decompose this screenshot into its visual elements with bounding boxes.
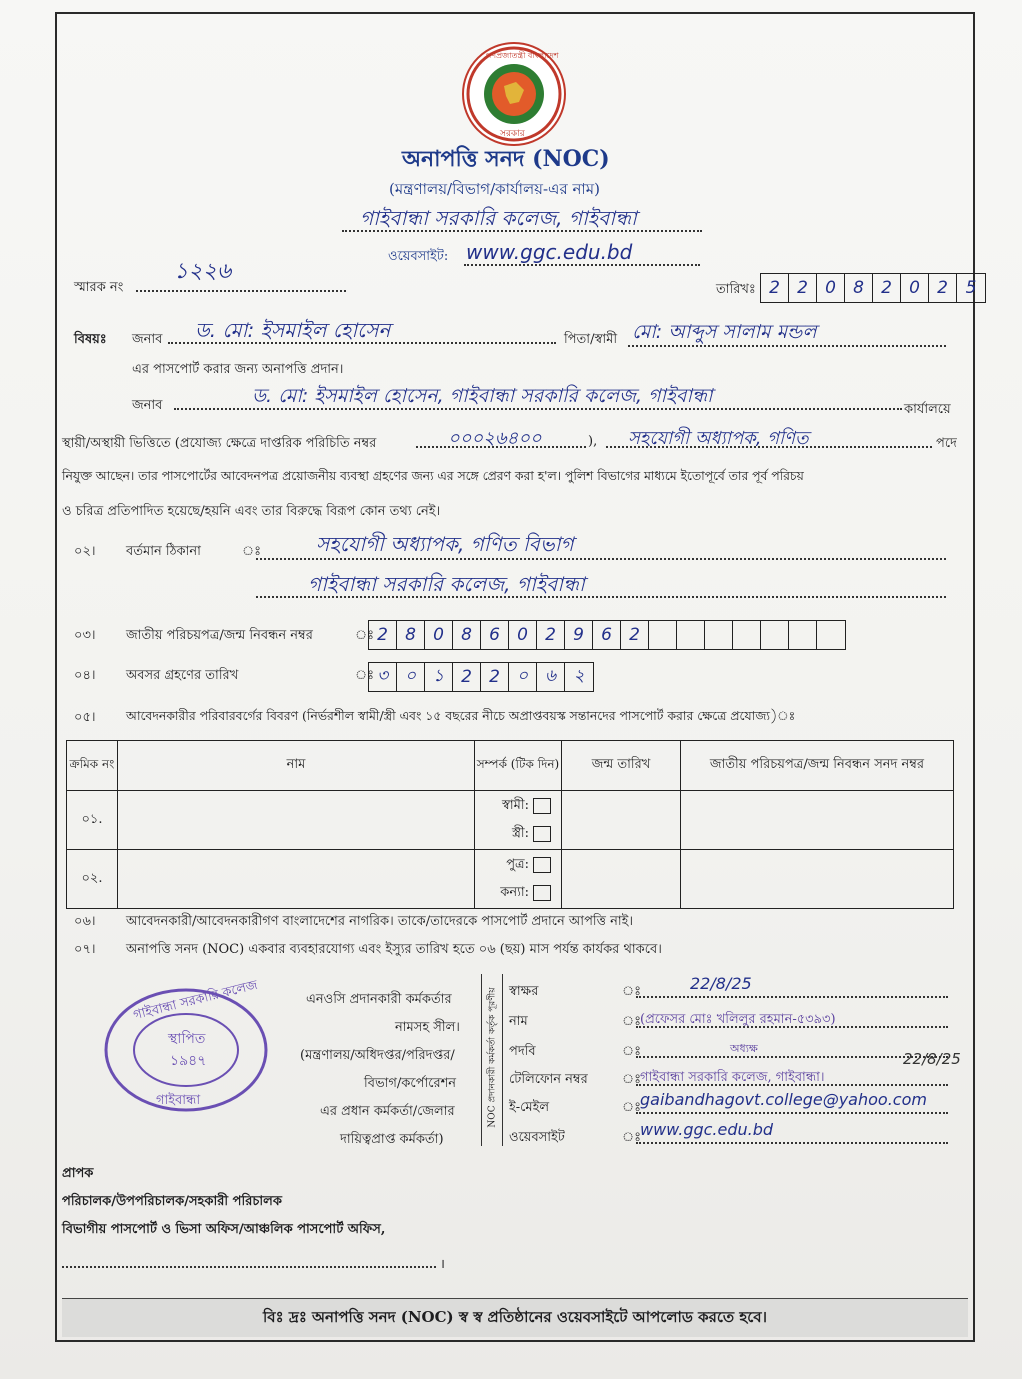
address-line2: গাইবান্ধা সরকারি কলেজ, গাইবান্ধা bbox=[308, 572, 585, 596]
official-id-dotline bbox=[416, 446, 586, 448]
digit-box[interactable]: 0 bbox=[901, 274, 929, 302]
digit-box[interactable]: 8 bbox=[397, 621, 425, 649]
digit-box[interactable]: ১ bbox=[425, 663, 453, 691]
digit-box[interactable] bbox=[761, 621, 789, 649]
digit-box[interactable]: 2 bbox=[873, 274, 901, 302]
recipient-end: । bbox=[440, 1257, 445, 1272]
vertical-label-strip bbox=[481, 974, 503, 1146]
signatory-line-6: দায়িত্বপ্রাপ্ত কর্মকর্তা) bbox=[340, 1132, 444, 1147]
retire-colon: ঃ bbox=[355, 668, 375, 683]
signatory-field-colon: ঃ bbox=[622, 1044, 642, 1059]
signatory-field-value[interactable]: (প্রফেসর মোঃ খলিলুর রহমান-৫৩৯৩) bbox=[640, 1012, 836, 1027]
father-label: পিতা/স্বামী bbox=[564, 332, 618, 347]
digit-box[interactable]: 9 bbox=[565, 621, 593, 649]
body-name-office: ড. মো: ইসমাইল হোসেন, গাইবান্ধা সরকারি কলেজ, গাইবান্ধা bbox=[252, 385, 713, 407]
digit-box[interactable]: 2 bbox=[481, 663, 509, 691]
signatory-line-3: (মন্ত্রণালয়/অধিদপ্তর/পরিদপ্তর/ bbox=[300, 1048, 455, 1063]
item-04-number: ০৪। bbox=[74, 668, 96, 683]
col-name: নাম bbox=[118, 741, 475, 791]
document-title: অনাপত্তি সনদ (NOC) bbox=[402, 146, 610, 172]
item-03-number: ০৩। bbox=[74, 628, 96, 643]
digit-box[interactable] bbox=[733, 621, 761, 649]
office-name-dotline bbox=[342, 230, 702, 232]
row-dob-cell[interactable] bbox=[562, 791, 681, 850]
digit-box[interactable]: 2 bbox=[789, 274, 817, 302]
father-name: মো: আব্দুস সালাম মন্ডল bbox=[632, 321, 817, 343]
husband-checkbox[interactable] bbox=[533, 798, 551, 814]
recipient-dotline bbox=[62, 1266, 436, 1268]
college-seal bbox=[102, 977, 270, 1115]
signatory-field-label: পদবি bbox=[509, 1044, 536, 1059]
digit-box[interactable]: ৩ bbox=[369, 663, 397, 691]
family-table bbox=[66, 740, 954, 909]
son-checkbox[interactable] bbox=[533, 857, 551, 873]
office-suffix: কার্যালয়ে bbox=[904, 402, 951, 417]
row-name-cell[interactable] bbox=[118, 850, 475, 909]
signatory-field-value[interactable]: গাইবান্ধা সরকারি কলেজ, গাইবান্ধা। bbox=[640, 1070, 825, 1085]
vertical-label: NOC প্রদানকারী কর্মকর্তা কর্তৃক পূরণীয় bbox=[487, 987, 498, 1128]
subject-name-dotline bbox=[168, 342, 556, 344]
address-colon: ঃ bbox=[242, 544, 262, 559]
date-boxes bbox=[760, 273, 986, 303]
subject-janab: জনাব bbox=[132, 332, 163, 347]
signatory-field-dotline bbox=[636, 1112, 948, 1114]
clause-06-number: ০৬। bbox=[74, 914, 96, 929]
item-05-number: ০৫। bbox=[74, 710, 96, 725]
digit-box[interactable]: ২ bbox=[573, 666, 585, 686]
body-line2-mid: ), bbox=[588, 434, 598, 449]
father-dotline bbox=[628, 345, 946, 347]
row-serial: ০২. bbox=[67, 850, 118, 909]
digit-box[interactable] bbox=[677, 621, 705, 649]
subject-name: ড. মো: ইসমাইল হোসেন bbox=[195, 318, 391, 342]
family-label: আবেদনকারীর পরিবারবর্গের বিবরণ (নির্ভরশীল স্বামী/স্ত্রী এবং ১৫ বছরের নীচে অপ্রাপ্তবয়স্ক সন্তানদের পাসপোর্ট করার ক্ষেত্রে প্রযোজ্য)ঃ bbox=[126, 708, 796, 723]
relation-husband-label: স্বামী: bbox=[502, 798, 529, 813]
signatory-field-label: টেলিফোন নম্বর bbox=[509, 1072, 588, 1087]
table-row bbox=[67, 850, 954, 909]
relation-wife-label: স্ত্রী: bbox=[511, 826, 529, 841]
footer-note bbox=[62, 1298, 968, 1337]
subject-line2: এর পাসপোর্ট করার জন্য অনাপত্তি প্রদান। bbox=[132, 362, 344, 377]
digit-box[interactable]: 0 bbox=[509, 621, 537, 649]
signatory-line-1: এনওসি প্রদানকারী কর্মকর্তার bbox=[306, 992, 452, 1007]
signatory-field-colon: ঃ bbox=[622, 1130, 642, 1145]
body-line2-prefix: স্থায়ী/অস্থায়ী ভিত্তিতে (প্রযোজ্য ক্ষেত্রে দাপ্তরিক পরিচিতি নম্বর bbox=[62, 436, 377, 451]
memo-dotline bbox=[136, 290, 346, 292]
clause-07-number: ০৭। bbox=[74, 942, 96, 957]
signatory-line-5: এর প্রধান কর্মকর্তা/জেলার bbox=[320, 1104, 455, 1119]
government-emblem bbox=[462, 42, 566, 146]
digit-box[interactable]: 5 bbox=[965, 278, 977, 298]
row-nid-cell[interactable] bbox=[681, 791, 954, 850]
seal-year: ১৯৪৭ bbox=[170, 1053, 207, 1069]
digit-box[interactable]: 0 bbox=[425, 621, 453, 649]
digit-box[interactable]: 8 bbox=[845, 274, 873, 302]
nid-boxes bbox=[368, 620, 846, 650]
col-nid: জাতীয় পরিচয়পত্র/জন্ম নিবন্ধন সনদ নম্বর bbox=[681, 741, 954, 791]
address-dotline1 bbox=[256, 558, 946, 560]
row-relation-cell bbox=[475, 850, 562, 909]
signatory-line-4: বিভাগ/কর্পোরেশন bbox=[364, 1076, 457, 1091]
row-nid-cell[interactable] bbox=[681, 850, 954, 909]
body-line4: ও চরিত্র প্রতিপাদিত হয়েছে/হয়নি এবং তার বিরুদ্ধে বিরূপ কোন তথ্য নেই। bbox=[62, 504, 441, 519]
row-dob-cell[interactable] bbox=[562, 850, 681, 909]
digit-box[interactable] bbox=[789, 621, 817, 649]
digit-box[interactable]: 6 bbox=[481, 621, 509, 649]
digit-box[interactable] bbox=[705, 621, 733, 649]
table-row bbox=[67, 791, 954, 850]
body-line3: নিযুক্ত আছেন। তার পাসপোর্টের আবেদনপত্র প্রয়োজনীয় ব্যবস্থা গ্রহণের জন্য এর সঙ্গে প্রেরণ করা হ'ল। পুলিশ বিভাগের মাধ্যমে ইতোপূর্বে তার পূর্ব পরিচয় bbox=[62, 469, 804, 483]
digit-box[interactable]: 2 bbox=[453, 663, 481, 691]
official-id: ০০০২৬৪০০ bbox=[448, 428, 542, 449]
clause-07-text: অনাপত্তি সনদ (NOC) একবার ব্যবহারযোগ্য এবং ইস্যুর তারিখ হতে ০৬ (ছয়) মাস পর্যন্ত কার্যকর থাকবে। bbox=[126, 942, 662, 957]
digit-box[interactable]: 2 bbox=[761, 274, 789, 302]
emblem-text-bottom: সরকার bbox=[500, 129, 525, 139]
signatory-field-colon: ঃ bbox=[622, 1100, 642, 1115]
signatory-field-value[interactable]: gaibandhagovt.college@yahoo.com bbox=[640, 1090, 927, 1109]
memo-label: স্মারক নং bbox=[74, 280, 124, 295]
website-value: www.ggc.edu.bd bbox=[466, 240, 633, 264]
signatory-field-colon: ঃ bbox=[622, 1014, 642, 1029]
seal-bottom-text: গাইবান্ধা bbox=[156, 1093, 201, 1108]
col-serial: ক্রমিক নং bbox=[67, 741, 118, 791]
digit-box[interactable]: 2 bbox=[537, 621, 565, 649]
row-name-cell[interactable] bbox=[118, 791, 475, 850]
side-date: 22/8/25 bbox=[903, 1050, 961, 1068]
signatory-field-label: স্বাক্ষর bbox=[509, 984, 539, 999]
clause-06-text: আবেদনকারী/আবেদনকারীগণ বাংলাদেশের নাগরিক। তাকে/তাদেরকে পাসপোর্ট প্রদানে আপত্তি নাই। bbox=[126, 914, 634, 929]
signatory-field-dotline bbox=[636, 1142, 948, 1144]
family-table-header bbox=[67, 741, 954, 791]
daughter-checkbox[interactable] bbox=[533, 885, 551, 901]
post-name: সহযোগী অধ্যাপক, গণিত bbox=[628, 428, 809, 449]
signatory-field-colon: ঃ bbox=[622, 984, 642, 999]
signatory-field-value[interactable]: 22/8/25 bbox=[690, 974, 752, 993]
relation-daughter-label: কন্যা: bbox=[500, 885, 529, 900]
nid-label: জাতীয় পরিচয়পত্র/জন্ম নিবন্ধন নম্বর bbox=[126, 628, 313, 643]
address-line1: সহযোগী অধ্যাপক, গণিত বিভাগ bbox=[316, 532, 574, 556]
retire-boxes bbox=[368, 662, 594, 692]
digit-box[interactable]: 2 bbox=[369, 621, 397, 649]
address-dotline2 bbox=[256, 596, 946, 598]
signatory-field-value[interactable]: www.ggc.edu.bd bbox=[640, 1120, 774, 1139]
subject-label: বিষয়ঃ bbox=[74, 332, 107, 347]
col-dob: জন্ম তারিখ bbox=[562, 741, 681, 791]
signatory-field-label: ই-মেইল bbox=[509, 1100, 550, 1115]
digit-box[interactable]: ০ bbox=[509, 663, 537, 691]
signatory-field-dotline bbox=[636, 996, 948, 998]
seal-mid-text: স্থাপিত bbox=[168, 1031, 206, 1047]
footer-note-text: বিঃ দ্রঃ অনাপত্তি সনদ (NOC) স্ব স্ব প্রতিষ্ঠানের ওয়েবসাইটে আপলোড করতে হবে। bbox=[263, 1307, 767, 1326]
recipient-label: প্রাপক bbox=[62, 1166, 94, 1181]
memo-number: ১২২৬ bbox=[174, 259, 232, 284]
retire-label: অবসর গ্রহণের তারিখ bbox=[126, 668, 239, 683]
row-relation-cell bbox=[475, 791, 562, 850]
recipient-line2: বিভাগীয় পাসপোর্ট ও ভিসা অফিস/আঞ্চলিক পাসপোর্ট অফিস, bbox=[62, 1222, 386, 1237]
body-janab: জনাব bbox=[132, 398, 163, 413]
digit-box[interactable]: 2 bbox=[621, 621, 649, 649]
post-dotline bbox=[606, 446, 932, 448]
signatory-field-value[interactable]: অধ্যক্ষ bbox=[730, 1042, 758, 1055]
digit-box[interactable]: 6 bbox=[593, 621, 621, 649]
col-relation: সম্পর্ক (টিক দিন) bbox=[475, 741, 562, 791]
row-serial: ০১. bbox=[67, 791, 118, 850]
nid-colon: ঃ bbox=[355, 628, 375, 643]
website-label: ওয়েবসাইট: bbox=[388, 249, 449, 264]
relation-son-label: পুত্র: bbox=[506, 857, 529, 872]
wife-checkbox[interactable] bbox=[533, 826, 551, 842]
website-dotline bbox=[464, 264, 700, 266]
signatory-line-2: নামসহ সীল। bbox=[395, 1020, 460, 1035]
date-label: তারিখঃ bbox=[716, 282, 756, 297]
digit-box[interactable]: 8 bbox=[453, 621, 481, 649]
item-02-number: ০২। bbox=[74, 544, 96, 559]
recipient-line1: পরিচালক/উপপরিচালক/সহকারী পরিচালক bbox=[62, 1194, 282, 1209]
document-subtitle: (মন্ত্রণালয়/বিভাগ/কার্যালয়-এর নাম) bbox=[389, 180, 600, 198]
digit-box[interactable] bbox=[817, 621, 845, 649]
signatory-field-label: ওয়েবসাইট bbox=[509, 1130, 565, 1145]
office-name: গাইবান্ধা সরকারি কলেজ, গাইবান্ধা bbox=[360, 206, 637, 230]
digit-box[interactable]: ৬ bbox=[537, 663, 565, 691]
signatory-field-label: নাম bbox=[509, 1014, 528, 1029]
digit-box[interactable]: ০ bbox=[397, 663, 425, 691]
signatory-field-colon: ঃ bbox=[622, 1072, 642, 1087]
digit-box[interactable]: 0 bbox=[817, 274, 845, 302]
address-label: বর্তমান ঠিকানা bbox=[126, 544, 201, 559]
emblem-text-top: গণপ্রজাতন্ত্রী বাংলাদেশ bbox=[486, 51, 559, 60]
body-name-dotline bbox=[174, 408, 902, 410]
seal-top-text: গাইবান্ধা সরকারি কলেজ bbox=[131, 977, 260, 1024]
digit-box[interactable]: 2 bbox=[929, 274, 957, 302]
digit-box[interactable] bbox=[649, 621, 677, 649]
signatory-field-dotline bbox=[636, 1056, 948, 1058]
post-suffix: পদে bbox=[936, 436, 957, 451]
